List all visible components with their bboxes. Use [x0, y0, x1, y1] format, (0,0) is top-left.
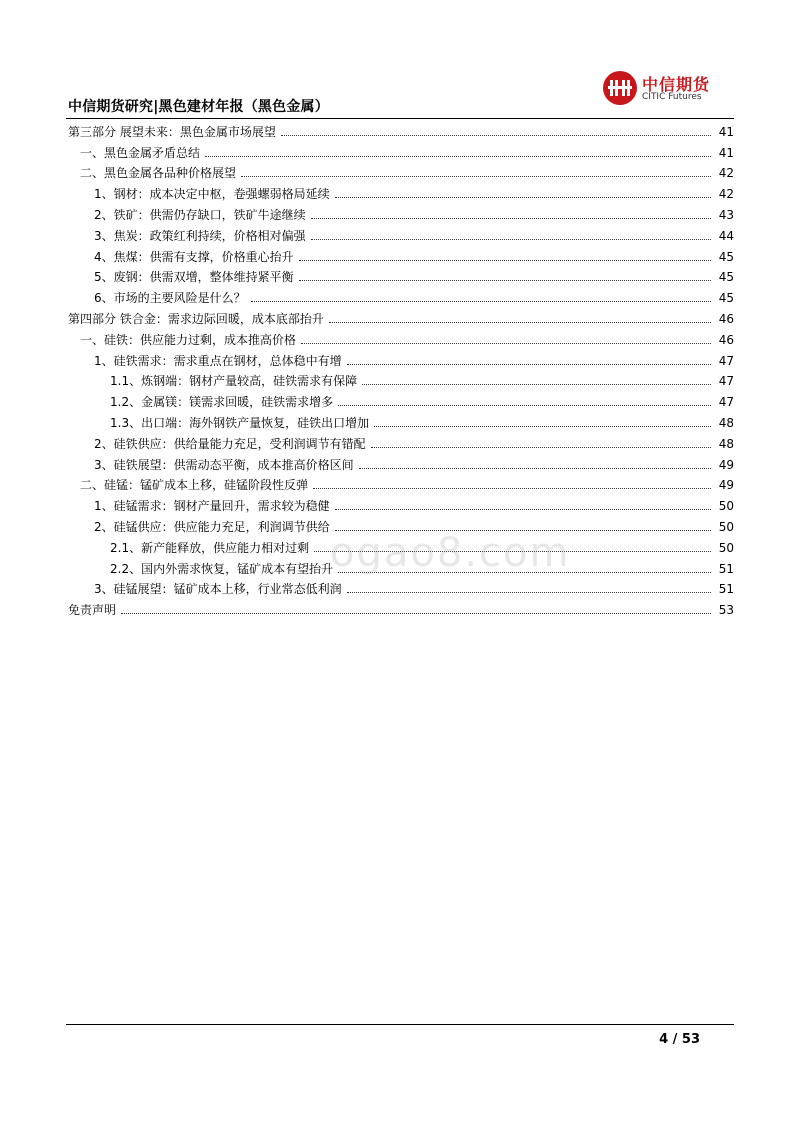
dot-leader: [347, 363, 711, 365]
toc-entry-page: 41: [718, 124, 734, 139]
dot-leader: [241, 175, 711, 177]
toc-entry[interactable]: [66, 596, 734, 617]
toc-entry-label: 1、硅锰需求：钢材产量回升，需求较为稳健: [94, 499, 330, 514]
toc-entry-label: 1、硅铁需求：需求重点在钢材，总体稳中有增: [94, 353, 342, 368]
toc-entry[interactable]: [66, 305, 734, 326]
toc-entry-label: 1.1、炼钢端：钢材产量较高，硅铁需求有保障: [110, 374, 358, 389]
toc-entry[interactable]: [66, 576, 734, 597]
dot-leader: [371, 446, 711, 448]
dot-leader: [329, 321, 711, 323]
toc-entry-page: 50: [718, 540, 734, 555]
page-number: 4 / 53: [659, 1032, 700, 1047]
toc-entry[interactable]: [66, 264, 734, 285]
toc-entry[interactable]: [66, 409, 734, 430]
toc-entry-label: 3、硅锰展望：锰矿成本上移，行业常态低利润: [94, 582, 342, 597]
toc-entry-page: 49: [718, 478, 734, 493]
toc-entry-page: 51: [718, 582, 734, 597]
toc-entry-label: 4、焦煤：供需有支撑，价格重心抬升: [94, 249, 294, 264]
toc-entry[interactable]: [66, 160, 734, 181]
report-title: 中信期货研究|黑色建材年报（黑色金属）: [68, 99, 329, 115]
toc-entry-page: 45: [718, 291, 734, 306]
dot-leader: [359, 467, 711, 469]
logo-chinese-text: 中信期货: [642, 75, 711, 94]
toc-entry-page: 43: [718, 207, 734, 222]
toc-entry-label: 第四部分 铁合金：需求边际回暖，成本底部抬升: [68, 311, 324, 326]
dot-leader: [335, 196, 711, 198]
toc-entry[interactable]: [66, 201, 734, 222]
footer-divider: [66, 1024, 734, 1025]
toc-entry-page: 50: [718, 499, 734, 514]
toc-entry-label: 2、铁矿：供需仍存缺口，铁矿牛途继续: [94, 207, 306, 222]
toc-entry[interactable]: [66, 347, 734, 368]
toc-entry-label: 二、黑色金属各品种价格展望: [80, 166, 237, 181]
toc-entry-page: 46: [718, 332, 734, 347]
toc-entry[interactable]: [66, 388, 734, 409]
toc-entry-label: 2.2、国内外需求恢复，锰矿成本有望抬升: [110, 561, 334, 576]
toc-entry-page: 48: [718, 436, 734, 451]
toc-entry-page: 48: [718, 415, 734, 430]
toc-entry[interactable]: [66, 430, 734, 451]
toc-entry-label: 免责声明: [68, 603, 117, 618]
toc-entry-label: 一、硅铁：供应能力过剩，成本推高价格: [80, 332, 297, 347]
dot-leader: [311, 217, 711, 219]
citic-logo-icon: [602, 70, 638, 106]
toc-entry-page: 47: [718, 353, 734, 368]
toc-entry[interactable]: [66, 326, 734, 347]
toc-entry-label: 1.3、出口端：海外钢铁产量恢复，硅铁出口增加: [110, 415, 370, 430]
logo-english-text: CITIC Futures: [642, 92, 702, 102]
page-header: [66, 60, 734, 120]
toc-entry-page: 49: [718, 457, 734, 472]
toc-entry-page: 46: [718, 311, 734, 326]
toc-entry[interactable]: [66, 368, 734, 389]
dot-leader: [335, 508, 711, 510]
dot-leader: [347, 591, 711, 593]
toc-entry[interactable]: [66, 451, 734, 472]
toc-entry-page: 45: [718, 270, 734, 285]
toc-entry-label: 一、黑色金属矛盾总结: [80, 145, 201, 160]
toc-entry-page: 45: [718, 249, 734, 264]
dot-leader: [374, 425, 711, 427]
toc-entry-label: 二、硅锰：锰矿成本上移，硅锰阶段性反弹: [80, 478, 309, 493]
toc-entry-label: 2、硅锰供应：供应能力充足，利润调节供给: [94, 519, 330, 534]
dot-leader: [121, 612, 711, 614]
toc-entry[interactable]: [66, 472, 734, 493]
dot-leader: [362, 383, 711, 385]
toc-entry[interactable]: [66, 492, 734, 513]
toc-entry-page: 41: [718, 145, 734, 160]
dot-leader: [205, 155, 711, 157]
toc-entry-label: 2、硅铁供应：供给量能力充足，受利润调节有错配: [94, 436, 366, 451]
toc-entry-label: 6、市场的主要风险是什么？: [94, 291, 246, 306]
toc-entry[interactable]: [66, 284, 734, 305]
toc-entry-label: 1、钢材：成本决定中枢，卷强螺弱格局延续: [94, 187, 330, 202]
toc-entry-page: 47: [718, 395, 734, 410]
dot-leader: [338, 404, 711, 406]
toc-entry-page: 42: [718, 187, 734, 202]
toc-entry[interactable]: [66, 222, 734, 243]
citic-futures-logo: [602, 70, 732, 110]
toc-entry-label: 1.2、金属镁：镁需求回暖，硅铁需求增多: [110, 395, 334, 410]
dot-leader: [251, 300, 711, 302]
toc-entry-label: 第三部分 展望未来：黑色金属市场展望: [68, 124, 276, 139]
toc-entry-page: 42: [718, 166, 734, 181]
toc-entry-page: 50: [718, 519, 734, 534]
toc-entry-page: 47: [718, 374, 734, 389]
toc-entry-label: 3、硅铁展望：供需动态平衡，成本推高价格区间: [94, 457, 354, 472]
dot-leader: [299, 259, 711, 261]
toc-entry-page: 53: [718, 603, 734, 618]
dot-leader: [313, 487, 711, 489]
toc-entry-label: 5、废钢：供需双增，整体维持紧平衡: [94, 270, 294, 285]
dot-leader: [299, 279, 711, 281]
toc-entry[interactable]: [66, 118, 734, 139]
toc-entry-label: 2.1、新产能释放，供应能力相对过剩: [110, 540, 310, 555]
dot-leader: [281, 134, 711, 136]
toc-entry[interactable]: [66, 180, 734, 201]
dot-leader: [301, 342, 711, 344]
toc-entry[interactable]: [66, 139, 734, 160]
toc-entry-label: 3、焦炭：政策红利持续，价格相对偏强: [94, 228, 306, 243]
toc-entry-page: 44: [718, 228, 734, 243]
watermark: ogao8.com: [330, 530, 571, 576]
toc-entry-page: 51: [718, 561, 734, 576]
toc-entry[interactable]: [66, 243, 734, 264]
dot-leader: [311, 238, 711, 240]
